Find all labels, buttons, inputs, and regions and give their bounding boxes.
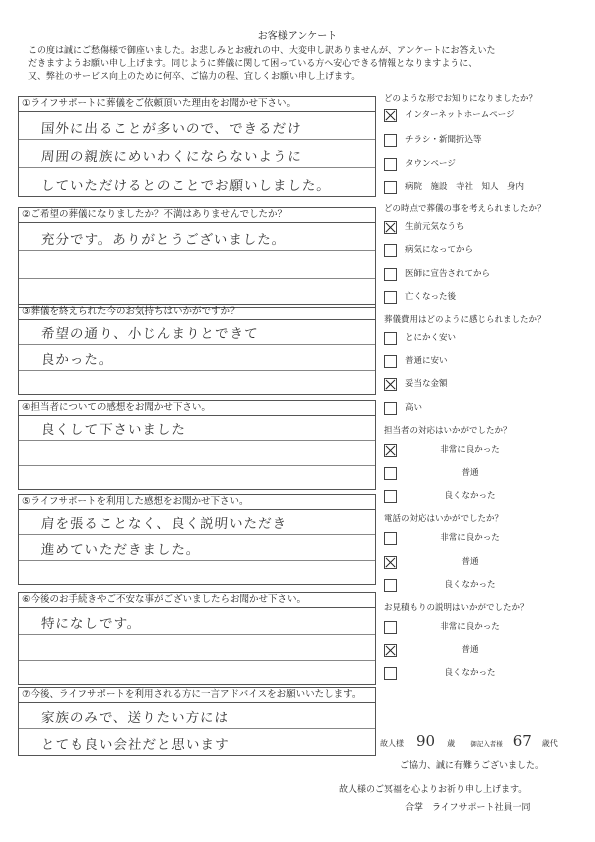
intro-line: 又、弊社のサービス向上のために何卒、ご協力の程、宜しくお願い申し上げます。 [28, 72, 361, 82]
answer-6-line-1: 特になしです。 [40, 616, 142, 632]
checkbox[interactable] [384, 667, 397, 680]
writer-age-value: 67 [512, 732, 532, 750]
page-title: お客様アンケート [257, 31, 338, 42]
answer-5-line-1: 肩を張ることなく、良く説明いただき [40, 516, 288, 532]
option-timing-ill[interactable]: 病気になってから [384, 243, 473, 257]
side-question-estimate: お見積もりの説明はいかがでしたか？ [384, 603, 529, 613]
deceased-age-value: 90 [416, 732, 436, 750]
checkbox[interactable] [384, 378, 397, 391]
checkbox[interactable] [384, 621, 397, 634]
option-cost-fair[interactable]: 妥当な金額 [384, 377, 448, 391]
checkbox[interactable] [384, 291, 397, 304]
option-timing-after[interactable]: 亡くなった後 [384, 290, 456, 304]
checkbox[interactable] [384, 181, 397, 194]
question-5-label: ⑤ライフサポートを利用した感想をお聞かせ下さい。 [19, 495, 375, 510]
option-timing-diagnosed[interactable]: 医師に宣告されてから [384, 267, 490, 281]
option-cost-cheap[interactable]: とにかく安い [384, 331, 456, 345]
question-7-box [18, 687, 376, 756]
option-phone-normal[interactable]: 普通 [384, 555, 515, 569]
checkbox[interactable] [384, 402, 397, 415]
side-question-timing: どの時点で葬儀の事を考えられましたか？ [384, 204, 546, 214]
question-2-box [18, 207, 376, 308]
deceased-age-unit: 歳 [447, 739, 456, 748]
option-staff-bad[interactable]: 良くなかった [384, 489, 515, 503]
question-5-box [18, 494, 376, 585]
side-question-source: どのような形でお知りになりましたか？ [384, 94, 538, 104]
checkbox[interactable] [384, 221, 397, 234]
checkbox[interactable] [384, 244, 397, 257]
answer-7-line-1: 家族のみで、送りたい方には [40, 710, 230, 726]
option-source-internet[interactable]: インターネットホームページ [384, 108, 515, 122]
question-7-label: ⑦今後、ライフサポートを利用される方に一言アドバイスをお願いいたします。 [19, 688, 375, 703]
question-4-box [18, 400, 376, 490]
checkbox[interactable] [384, 556, 397, 569]
option-cost-expensive[interactable]: 高い [384, 401, 422, 415]
question-3-label: ③葬儀を終えられた今のお気持ちはいかがですか？ [19, 305, 375, 320]
intro-line: だきますようお願い申し上げます。同じように葬儀に関して困っている方へ安心できる情報となりますように、 [28, 59, 478, 69]
side-question-staff: 担当者の対応はいかがでしたか？ [384, 426, 512, 436]
answer-5-line-2: 進めていただきました。 [40, 542, 201, 558]
prayer-text: 故人様のご冥福を心よりお祈り申し上げます。 [339, 785, 528, 795]
answer-3-line-1: 希望の通り、小じんまりとできて [40, 326, 259, 342]
side-question-phone: 電話の対応はいかがでしたか？ [384, 514, 504, 524]
checkbox[interactable] [384, 355, 397, 368]
answer-7-line-2: とても良い会社だと思います [40, 737, 230, 753]
option-source-townpage[interactable]: タウンページ [384, 157, 456, 171]
checkbox[interactable] [384, 490, 397, 503]
option-phone-very-good[interactable]: 非常に良かった [384, 531, 515, 545]
checkbox[interactable] [384, 332, 397, 345]
option-estimate-normal[interactable]: 普通 [384, 643, 515, 657]
option-staff-normal[interactable]: 普通 [384, 466, 515, 480]
question-1-label: ①ライフサポートに葬儀をご依頼頂いた理由をお聞かせ下さい。 [19, 97, 375, 112]
option-estimate-very-good[interactable]: 非常に良かった [384, 620, 515, 634]
checkbox[interactable] [384, 109, 397, 122]
option-phone-bad[interactable]: 良くなかった [384, 578, 515, 592]
checkbox[interactable] [384, 134, 397, 147]
answer-4-line-1: 良くして下さいました [40, 422, 187, 438]
question-6-label: ⑥今後のお手続きやご不安な事がございましたらお聞かせ下さい。 [19, 593, 375, 608]
option-source-referral[interactable]: 病院 施設 寺社 知人 身内 [384, 180, 524, 194]
checkbox[interactable] [384, 532, 397, 545]
answer-2-line-1: 充分です。ありがとうございました。 [40, 232, 287, 248]
checkbox[interactable] [384, 579, 397, 592]
question-1-box [18, 96, 376, 197]
answer-3-line-2: 良かった。 [40, 352, 114, 368]
checkbox[interactable] [384, 268, 397, 281]
option-source-flyer[interactable]: チラシ・新聞折込等 [384, 133, 482, 147]
question-2-label: ②ご希望の葬儀になりましたか？不満はありませんでしたか？ [19, 208, 375, 223]
answer-1-line-2: 周囲の親族にめいわくにならないように [40, 149, 303, 165]
checkbox[interactable] [384, 444, 397, 457]
question-6-box [18, 592, 376, 685]
side-question-cost: 葬儀費用はどのように感じられましたか？ [384, 315, 546, 325]
option-estimate-bad[interactable]: 良くなかった [384, 666, 515, 680]
question-4-label: ④担当者についての感想をお聞かせ下さい。 [19, 401, 375, 416]
checkbox[interactable] [384, 467, 397, 480]
question-3-box [18, 304, 376, 395]
answer-1-line-3: していただけるとのことでお願いしました。 [40, 178, 332, 194]
intro-line: この度は誠にご愁傷様で御座いました。お悲しみとお疲れの中、大変申し訳ありませんが、アンケートにお答えいた [28, 46, 496, 56]
intro-text [28, 45, 573, 84]
writer-age-label: 御記入者様 [470, 740, 503, 748]
checkbox[interactable] [384, 158, 397, 171]
option-cost-normal-cheap[interactable]: 普通に安い [384, 354, 448, 368]
deceased-age-label: 故人様 [380, 739, 404, 748]
option-timing-healthy[interactable]: 生前元気なうち [384, 220, 465, 234]
answer-1-line-1: 国外に出ることが多いので、できるだけ [40, 121, 303, 137]
signature-text: 合掌 ライフサポート社員一同 [405, 803, 531, 813]
thanks-text: ご協力、誠に有難うございました。 [400, 761, 545, 771]
age-row [380, 732, 558, 750]
option-staff-very-good[interactable]: 非常に良かった [384, 443, 515, 457]
checkbox[interactable] [384, 644, 397, 657]
writer-age-unit: 歳代 [541, 739, 558, 748]
